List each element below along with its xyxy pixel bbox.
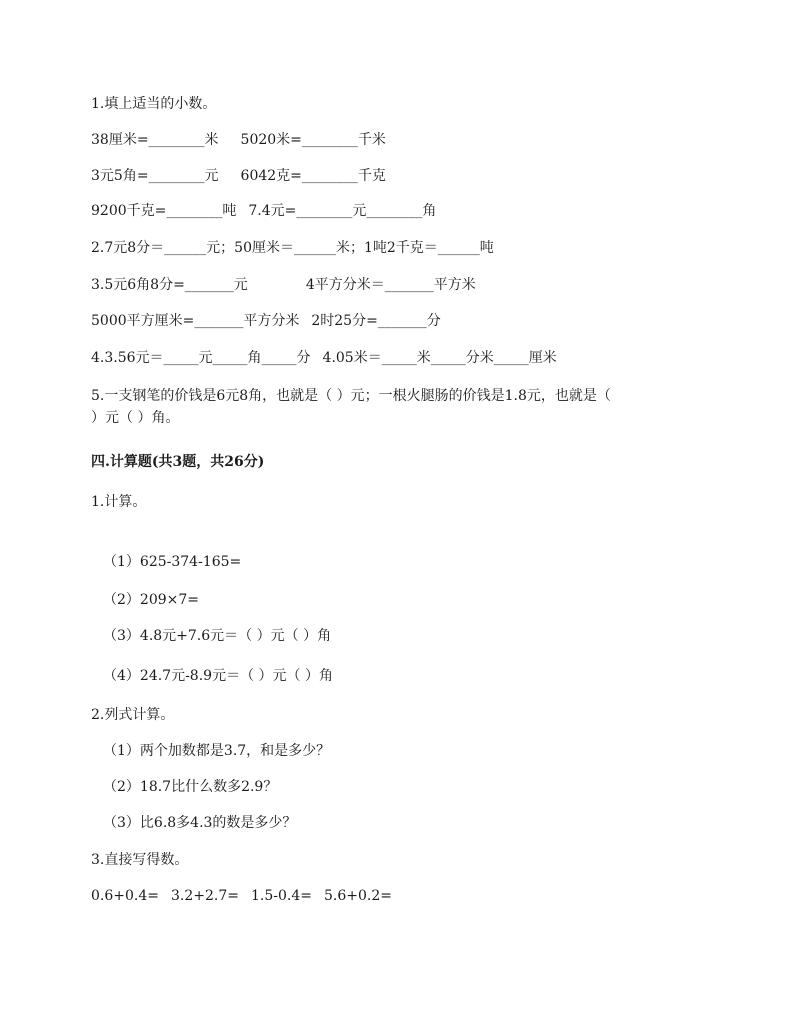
calc-q3-intro: 3.直接写得数。 bbox=[91, 852, 189, 868]
fill-intro: 1.填上适当的小数。 bbox=[91, 96, 217, 112]
fill-item: 6042克=________千克 bbox=[240, 168, 386, 184]
calc-q2-item: （1）两个加数都是3.7，和是多少？ bbox=[103, 743, 331, 759]
fill-item: 4.3.56元＝_____元_____角_____分 bbox=[91, 350, 311, 366]
fill-row-5 bbox=[91, 275, 476, 295]
calc-q3-item: 0.6+0.4= bbox=[91, 888, 159, 904]
fill-item: 7.4元=________元________角 bbox=[248, 203, 437, 219]
calc-q3-item: 5.6+0.2= bbox=[324, 888, 392, 904]
calc-q1-item: （3）4.8元+7.6元＝（ ）元（ ）角 bbox=[103, 628, 332, 644]
fill-row-8-line-1: 5.一支钢笔的价钱是6元8角，也就是（ ）元；一根火腿肠的价钱是1.8元，也就是（ bbox=[91, 388, 611, 404]
fill-item: 38厘米=________米 bbox=[91, 132, 219, 148]
fill-row-3 bbox=[91, 201, 436, 221]
fill-row-4: 2.7元8分＝______元；50厘米＝______米；1吨2千克＝______吨 bbox=[91, 240, 494, 256]
fill-item: 9200千克=________吨 bbox=[91, 203, 237, 219]
calc-q1-item: （1）625-374-165= bbox=[103, 554, 242, 570]
calc-q3-item: 3.2+2.7= bbox=[171, 888, 239, 904]
fill-row-1 bbox=[91, 130, 386, 150]
calc-q1-item: （4）24.7元-8.9元＝（ ）元（ ）角 bbox=[103, 668, 333, 684]
fill-row-6 bbox=[91, 311, 441, 331]
fill-item: 4.05米＝_____米_____分米_____厘米 bbox=[322, 350, 557, 366]
calc-q1-intro: 1.计算。 bbox=[91, 494, 147, 510]
fill-item: 3.5元6角8分=_______元 bbox=[91, 277, 248, 293]
fill-item: 5020米=________千米 bbox=[240, 132, 386, 148]
calc-q1-item: （2）209×7= bbox=[103, 592, 199, 608]
fill-row-8-line-2: ）元（ ）角。 bbox=[91, 410, 180, 426]
fill-item: 2时25分=_______分 bbox=[311, 313, 441, 329]
fill-row-2 bbox=[91, 166, 386, 186]
fill-item: 4平方分米＝_______平方米 bbox=[305, 277, 476, 293]
fill-row-7 bbox=[91, 348, 557, 368]
calc-q3-item: 1.5-0.4= bbox=[251, 888, 312, 904]
section-title: 四.计算题(共3题，共26分) bbox=[91, 454, 265, 470]
fill-item: 3元5角=________元 bbox=[91, 168, 219, 184]
fill-item: 5000平方厘米=_______平方分米 bbox=[91, 313, 300, 329]
calc-q2-intro: 2.列式计算。 bbox=[91, 707, 175, 723]
calc-q3-row bbox=[91, 886, 392, 906]
calc-q2-item: （3）比6.8多4.3的数是多少？ bbox=[103, 815, 297, 831]
calc-q2-item: （2）18.7比什么数多2.9？ bbox=[103, 779, 278, 795]
